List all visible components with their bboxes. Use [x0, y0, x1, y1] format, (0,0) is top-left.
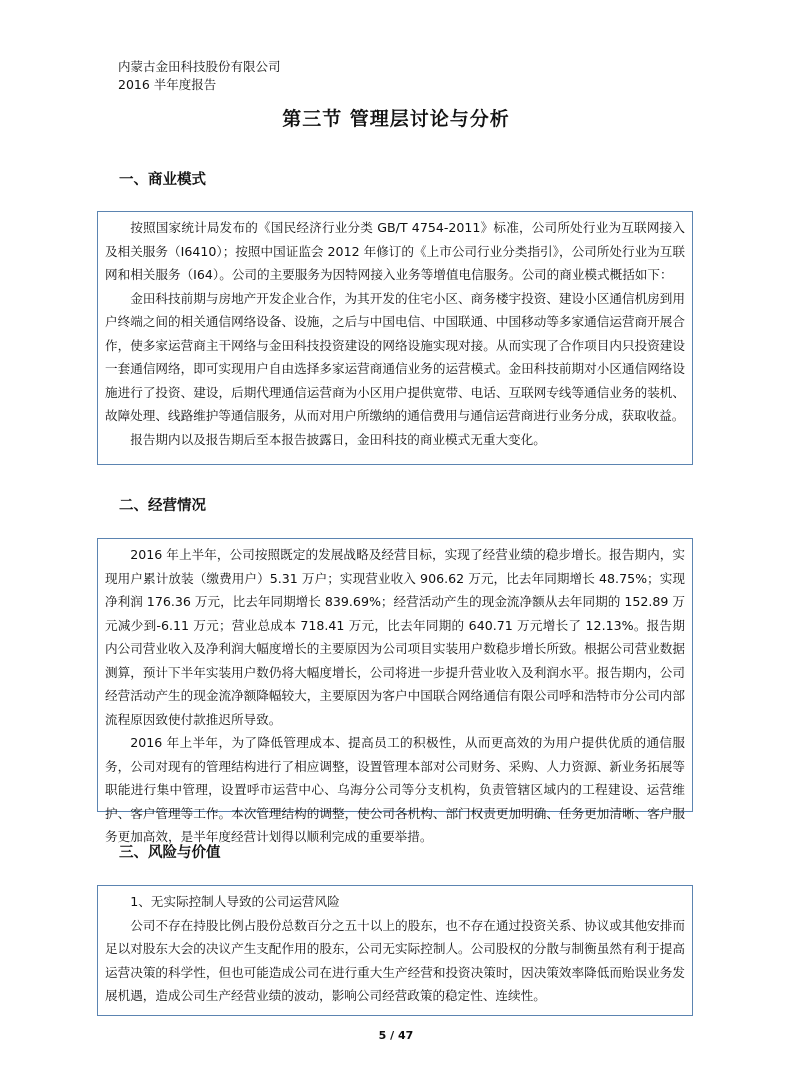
- risk-value-box: [97, 885, 693, 1016]
- section-heading-operations: 二、经营情况: [119, 498, 206, 514]
- page-number: 5 / 47: [378, 1029, 414, 1042]
- header-company: 内蒙古金田科技股份有限公司: [118, 59, 281, 74]
- page-title: 第三节 管理层讨论与分析: [282, 108, 510, 130]
- operations-paragraph: 2016 年上半年，为了降低管理成本、提高员工的积极性，从而更高效的为用户提供优质的通信服务，公司对现有的管理结构进行了相应调整，设置管理本部对公司财务、采购、人力资源、新业务拓展等职能进行集中管理，设置呼市运营中心、乌海分公司等分支机构，负责管辖区域内的工程建设、运营维护、客户管理等工作。本次管理结构的调整，使公司各机构、部门权责更加明确、任务更加清晰、客户服务更加高效，是半年度经营计划得以顺利完成的重要举措。: [105, 735, 685, 844]
- business-model-paragraph: 按照国家统计局发布的《国民经济行业分类 GB/T 4754-2011》标准，公司所处行业为互联网接入及相关服务（I6410）；按照中国证监会 2012 年修订的《上市公司行业分类指引》，公司所处行业为互联网和相关服务（I64）。公司的主要服务为因特网接入业务等增值电信服务。公司的商业模式概括如下：: [105, 220, 685, 282]
- operations-box: [97, 538, 693, 844]
- operations-paragraph: 2016 年上半年，公司按照既定的发展战略及经营目标，实现了经营业绩的稳步增长。报告期内，实现用户累计放装（缴费用户）5.31 万户；实现营业收入 906.62 万元，比去年同期增长 48.75%；实现净利润 176.36 万元，比去年同期增长 839.69%；经营活动产生的现金流净额从去年同期的 152.89 万元减少到-6.11 万元；营业总成本 718.41 万元，比去年同期的 640.71 万元增长了 12.13%。报告期内公司营业收入及净利润大幅度增长的主要原因为公司项目实装用户数稳步增长所致。根据公司营业数据测算，预计下半年实装用户数仍将大幅度增长，公司将进一步提升营业收入及利润水平。报告期内，公司经营活动产生的现金流净额降幅较大，主要原因为客户中国联合网络通信有限公司呼和浩特市分公司内部流程原因致使付款推迟所导致。: [105, 547, 685, 727]
- section-heading-risk-value: 三、风险与价值: [119, 845, 221, 861]
- business-model-paragraph: 金田科技前期与房地产开发企业合作，为其开发的住宅小区、商务楼宇投资、建设小区通信机房到用户终端之间的相关通信网络设备、设施，之后与中国电信、中国联通、中国移动等多家通信运营商开展合作，使多家运营商主干网络与金田科技投资建设的网络设施实现对接。从而实现了合作项目内只投资建设一套通信网络，即可实现用户自由选择多家运营商通信业务的运营模式。金田科技前期对小区通信网络设施进行了投资、建设，后期代理通信运营商为小区用户提供宽带、电话、互联网专线等通信业务的装机、故障处理、线路维护等通信服务，从而对用户所缴纳的通信费用与通信运营商进行业务分成，获取收益。: [105, 290, 685, 423]
- section-heading-business-model: 一、商业模式: [119, 172, 206, 188]
- risk-paragraph: 公司不存在持股比例占股份总数百分之五十以上的股东，也不存在通过投资关系、协议或其他安排而足以对股东大会的决议产生支配作用的股东，公司无实际控制人。公司股权的分散与制衡虽然有利于提高运营决策的科学性，但也可能造成公司在进行重大生产经营和投资决策时，因决策效率降低而贻误业务发展机遇，造成公司生产经营业绩的波动，影响公司经营政策的稳定性、连续性。: [105, 917, 685, 1003]
- document-header: [118, 58, 281, 94]
- business-model-paragraph: 报告期内以及报告期后至本报告披露日，金田科技的商业模式无重大变化。: [130, 431, 546, 447]
- header-report: 2016 半年度报告: [118, 77, 217, 92]
- risk-item-title: 1、无实际控制人导致的公司运营风险: [130, 894, 340, 909]
- business-model-box: [97, 211, 693, 465]
